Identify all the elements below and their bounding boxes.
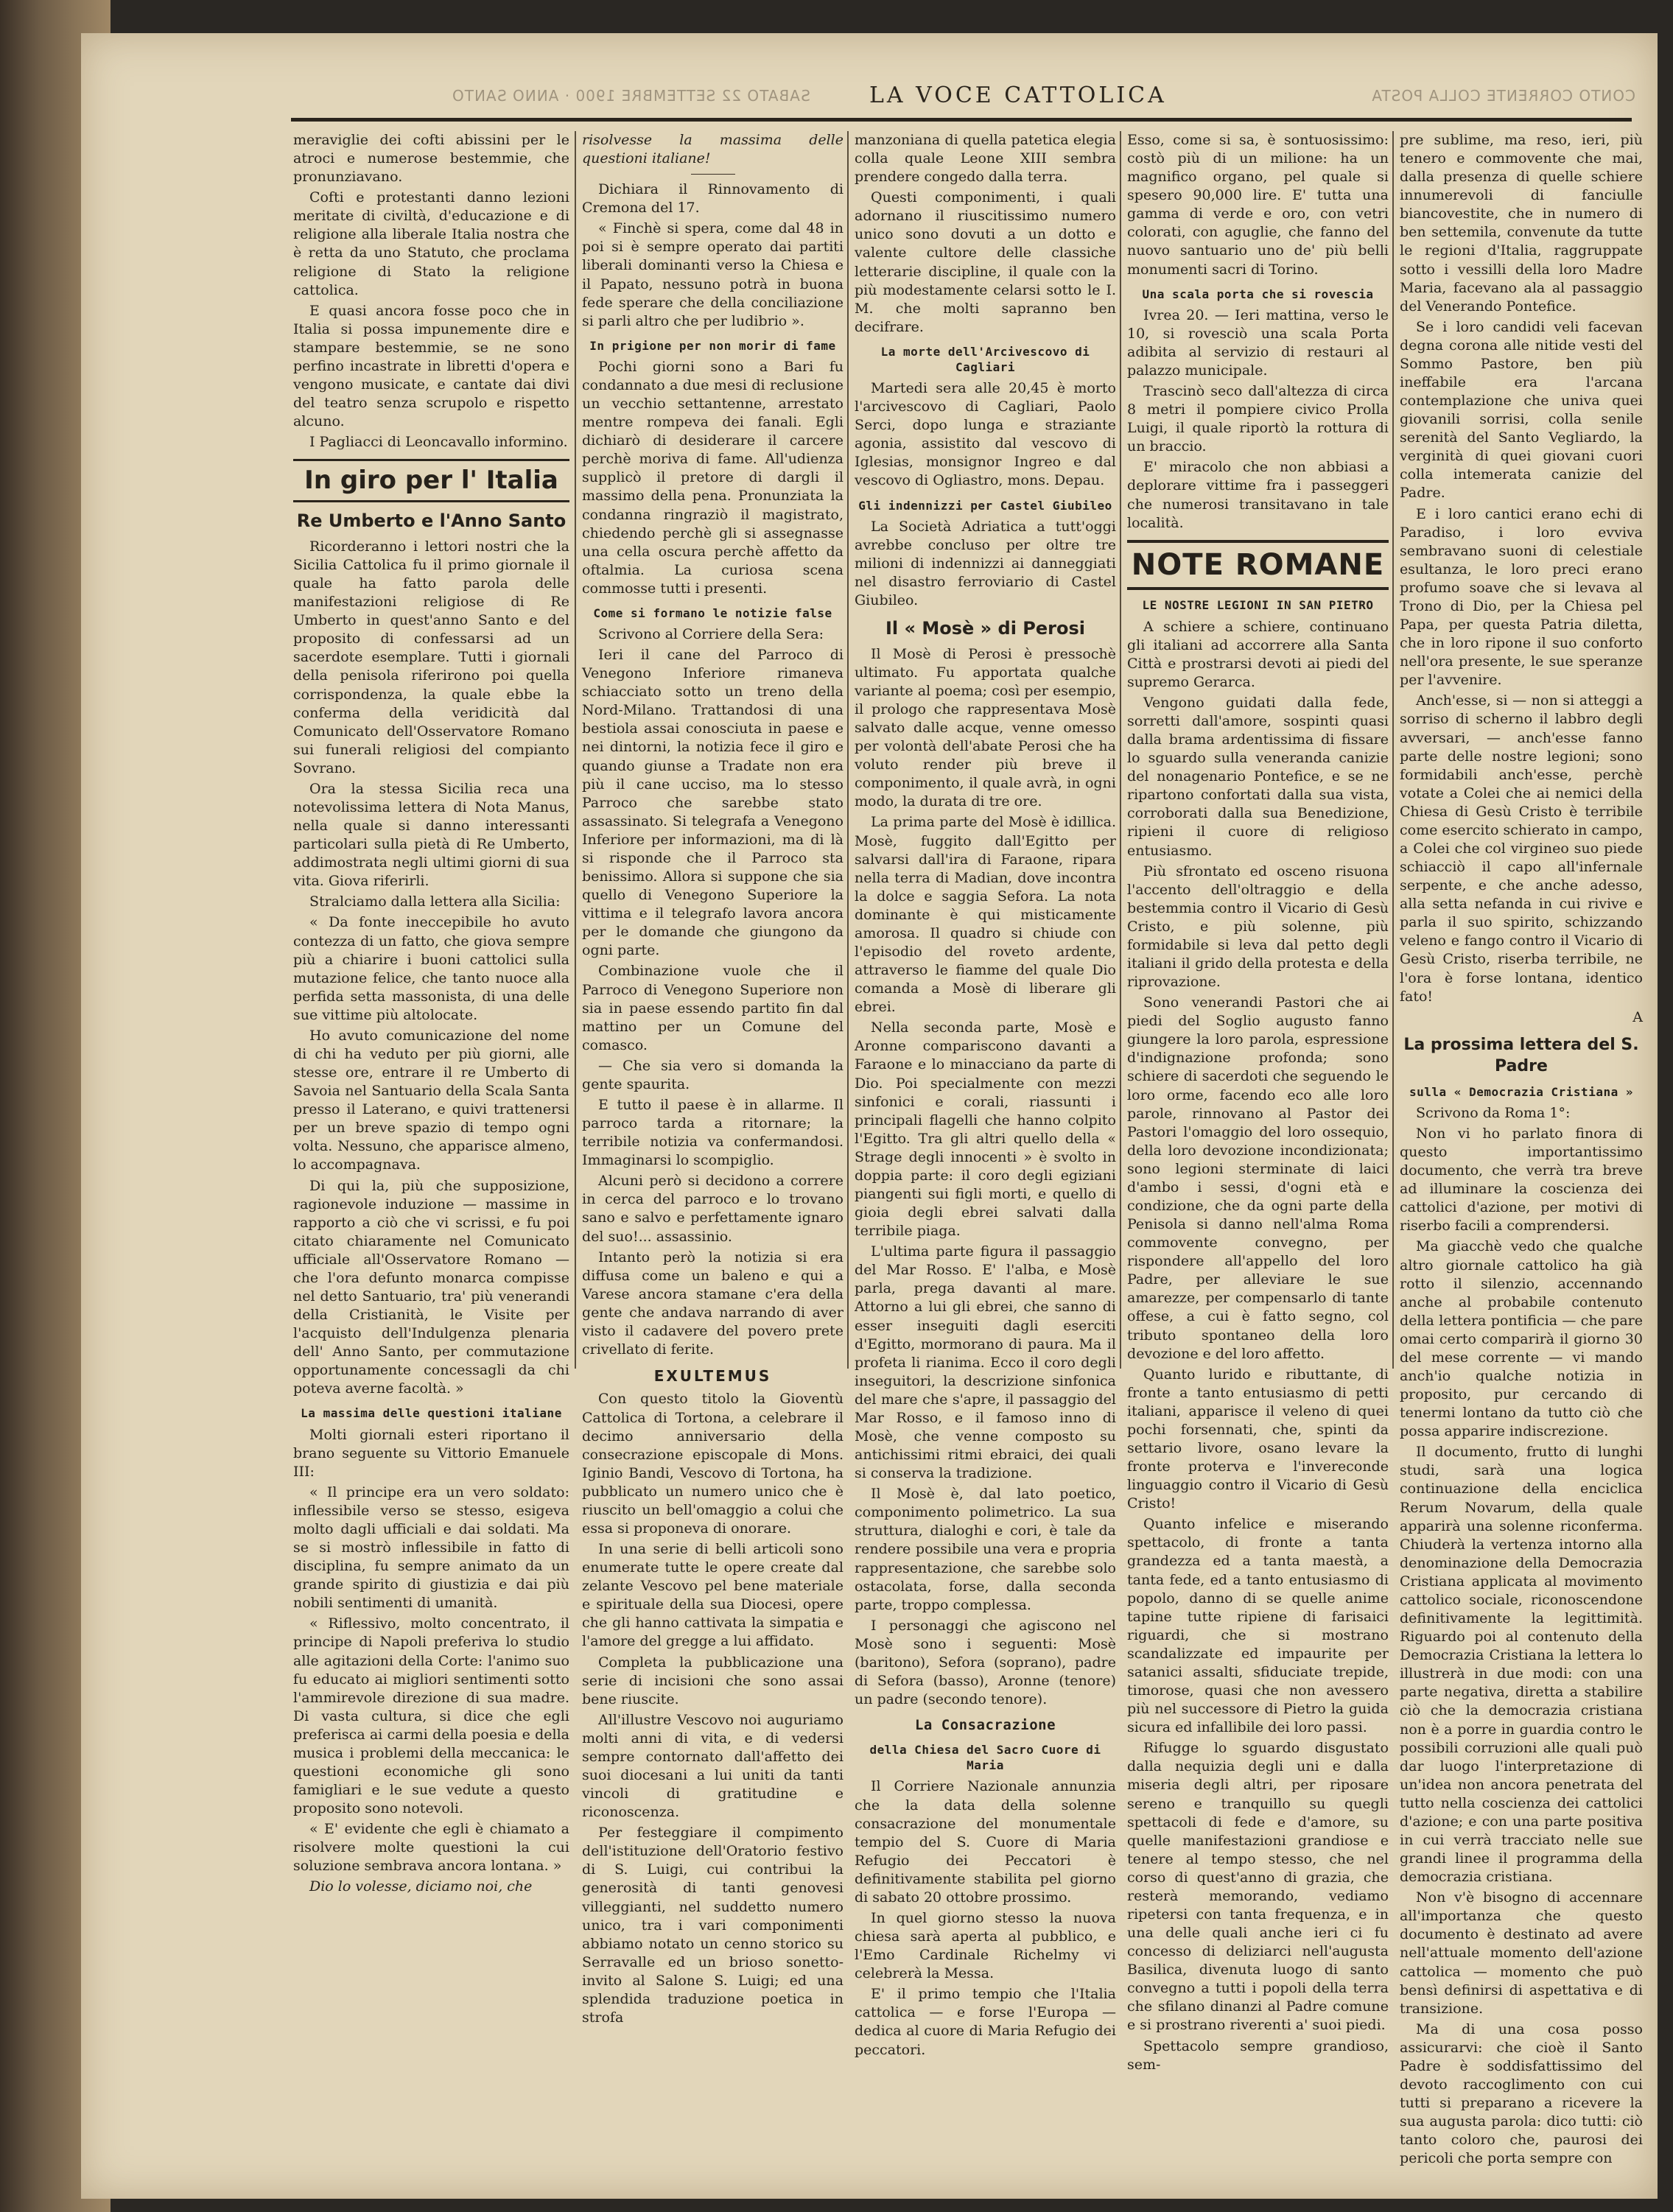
paragraph: Non v'è bisogno di accennare all'importanza che questo documento è destinato ad avere nell'attuale momento dell'azione cattolica — momento che può bensì definirsi di aspettativa e di transizione.: [1400, 1889, 1643, 2017]
paragraph: Ma di una cosa posso assicurarvi: che cioè il Santo Padre è soddisfattissimo del devoto raccoglimento con cui tutti si preparano a ricevere la sua augusta parola: dico tutti: ciò tanto coloro che, paurosi dei pericoli che porta sempre con: [1400, 2020, 1643, 2167]
paragraph: E' miracolo che non abbiasi a deplorare vittime fra i passeggeri che numerosi transitavano in tale località.: [1127, 459, 1389, 531]
section-heading-italia: In giro per l' Italia: [293, 459, 569, 502]
paragraph: Ho avuto comunicazione del nome di chi ha veduto per più giorni, alle stesse ore, entrare il re Umberto di Savoia nel Santuario della Scala Santa presso il Laterano, e quivi trattenersi per un breve spazio di tempo ogni volta. Nessuno, che apparisce almeno, lo accompagnava.: [293, 1027, 569, 1173]
paragraph: risolvesse la massima delle questioni italiane!: [582, 132, 843, 167]
column-3: [855, 131, 1116, 2058]
column-rule: [575, 131, 576, 1369]
article-heading: EXULTEMUS: [653, 1367, 772, 1386]
paragraph: L'ultima parte figura il passaggio del Mar Rosso. E' l'alba, e Mosè parla, prega davanti al mare. Attorno a lui gli ebrei, che sanno di esser inseguiti dagli eserciti d'Egitto, mormorano di paura. Ma il profeta li rianima. Ecco il coro degli inseguitori, la descrizione sinfonica del mare che s'apre, il passaggio del Mar Rosso, e il famoso inno di Mosè, che venne composto su antichissimi ritmi ebraici, dei quali si conserva la tradizione.: [855, 1243, 1116, 1482]
paragraph: Molti giornali esteri riportano il brano seguente su Vittorio Emanuele III:: [293, 1426, 569, 1480]
column-rule: [1392, 131, 1394, 1369]
paragraph: Quanto infelice e miserando spettacolo, di fronte a tanta grandezza ed a tanta maestà, a tanta fede, ed a tanto entusiasmo di popolo, danno di se quelle anime tapine tutte ripiene di farisaici riguardi, che si mostrano scandalizzate ed impaurite per satanici assalti, sfiduciate trepide, timorose, quasi che non avessero più nel successore di Pietro la guida sicura ed infallibile dei loro passi.: [1127, 1516, 1389, 1736]
paragraph: Cofti e protestanti danno lezioni meritate di civiltà, d'educazione e di religione alla liberale Italia nostra che è retta da uno Statuto, che proclama religione di Stato la religione cattolica.: [293, 189, 569, 298]
paragraph: Intanto però la notizia si era diffusa come un baleno e qui a Varese ancora stamane c'era della gente che andava narrando di aver visto il cadavere del povero prete crivellato di ferite.: [582, 1249, 843, 1358]
signature: A: [1632, 1008, 1643, 1025]
paragraph: La Società Adriatica a tutt'oggi avrebbe concluso per oltre tre milioni di indennizzi ai danneggiati nel disastro ferroviario di Castel Giubileo.: [855, 518, 1116, 608]
paragraph: Il Corriere Nazionale annunzia che la data della solenne consacrazione del monumentale tempio del S. Cuore di Maria Refugio dei Peccatori è definitivamente stabilita pel giorno di sabato 20 ottobre prossimo.: [855, 1778, 1116, 1906]
article-heading: La Consacrazione: [914, 1717, 1056, 1734]
paragraph: Il documento, frutto di lunghi studi, sarà una logica continuazione della enciclica Rerum Novarum, della quale apparirà una solenne riconferma. Chiuderà la vertenza intorno alla denominazione della Democrazia Cristiana applicata al movimento cattolico sociale, riconoscendone definitivamente la legittimità. Riguardo poi al contenuto della Democrazia Cristiana la lettera lo illustrerà in due modi: con una parte negativa, diretta a stabilire ciò che la democrazia cristiana non è a porre in guardia contro le possibili corruzioni alle quali può dar luogo l'interpretazione di un'idea non ancora penetrata del tutto nella coscienza dei cattolici d'azione; e con una parte positiva in cui verrà tracciato nelle sue grandi linee il programma della democrazia cristiana.: [1400, 1444, 1643, 1886]
paragraph: Di qui la, più che supposizione, ragionevole induzione — massime in rapporto a ciò che vi scrissi, e fu poi citato chiaramente nel Comunicato ufficiale all'Osservatore Romano — che l'ora defunto monarca compisse nel detto Santuario, tra' più venerandi della Cristianità, le Visite per l'acquisto dell'Indulgenza plenaria dell' Anno Santo, per commutazione opportunamente concessagli da chi poteva averne facoltà. »: [293, 1177, 569, 1397]
column-2: [582, 131, 843, 2026]
paragraph: Completa la pubblicazione una serie di incisioni che sono assai bene riuscite.: [582, 1654, 843, 1707]
paragraph: La prima parte del Mosè è idillica. Mosè, fuggito dall'Egitto per salvarsi dall'ira di Faraone, ripara nella terra di Madian, dove incontra la dolce e saggia Sefora. La nota dominante è qui misticamente amorosa. Il quadro si chiude con l'episodio del roveto ardente, attraverso le fiamme del quale Dio comanda a Mosè di liberare gli ebrei.: [855, 814, 1116, 1016]
paragraph: A schiere a schiere, continuano gli italiani ad accorrere alla Santa Città e prostrarsi devoti ai piedi del supremo Gerarca.: [1127, 618, 1389, 690]
section-heading-note-romane: NOTE ROMANE: [1127, 540, 1389, 591]
paragraph: I personaggi che agiscono nel Mosè sono i seguenti: Mosè (baritono), Sefora (soprano), padre di Sefora (basso), Aronne (tenore) un padre (secondo tenore).: [855, 1617, 1116, 1708]
paragraph: — Che sia vero si domanda la gente spaurita.: [582, 1057, 843, 1092]
paragraph: Trascinò seco dall'altezza di circa 8 metri il pompiere civico Prolla Luigi, il quale riportò la rottura di un braccio.: [1127, 383, 1389, 455]
article-heading: La morte dell'Arcivescovo di Cagliari: [880, 344, 1090, 374]
paragraph: Ieri il cane del Parroco di Venegono Inferiore rimaneva schiacciato sotto un treno della Nord-Milano. Trattandosi di una bestiola assai conosciuta in paese e nei dintorni, la notizia fece il giro e quando giunse a Tradate non era più il cane ucciso, ma lo stesso Parroco che sarebbe stato assassinato. Si telegrafa a Venegono Inferiore per informazioni, ma di là si risponde che il Parroco sta benissimo. Allora si suppone che sia quello di Venegono Superiore la vittima e il telegrafo lavora ancora per le domande che giungono da ogni parte.: [582, 647, 843, 959]
article-heading: Gli indennizzi per Castel Giubileo: [858, 498, 1112, 513]
paragraph: In quel giorno stesso la nuova chiesa sarà aperta al pubblico, e l'Emo Cardinale Richelmy vi celebrerà la Messa.: [855, 1910, 1116, 1982]
paragraph: Ma giacchè vedo che qualche altro giornale cattolico ha già rotto il silenzio, accennando anche al probabile contenuto della lettera pontificia — che pare omai certo comparirà il giorno 30 del mese corrente — vi mando anch'io qualche notizia in proposito, pur cercando di tenermi lontano da tutto ciò che possa apparire indiscrezione.: [1400, 1238, 1643, 1440]
paragraph: Ivrea 20. — Ieri mattina, verso le 10, si rovesciò una scala Porta adibita al servizio di restauri al palazzo municipale.: [1127, 306, 1389, 379]
paragraph: E' il primo tempio che l'Italia cattolica — e forse l'Europa — dedica al cuore di Maria Refugio dei peccatori.: [855, 1986, 1116, 2058]
paragraph: « Da fonte ineccepibile ho avuto contezza di un fatto, che giova sempre più a chiarire i buoni cattolici sulla mutazione felice, che tanto nuoce alla perfida setta massonista, di una delle sue vittime più altolocate.: [293, 914, 569, 1023]
paragraph: Stralciamo dalla lettera alla Sicilia:: [309, 893, 561, 910]
column-rule: [1120, 131, 1121, 1369]
paragraph: Anch'esse, si — non si atteggi a sorriso di scherno il labbro degli avversari, — anch'esse fanno parte delle nostre legioni; sono formidabili anch'esse, perchè votate a Colei che ai nemici della Chiesa di Gesù Cristo è terribile come esercito schierato in campo, a Colei che col virgineo suo piede schiacciò il capo all'infernale serpente, e che anche adesso, alla setta nefanda in cui rivive e parla il suo spirito, schizzando veleno e fango contro il Vicario di Gesù Cristo, riserba terribile, ne l'ora è forse lontana, identico fato!: [1400, 692, 1643, 1005]
article-heading: LE NOSTRE LEGIONI IN SAN PIETRO: [1142, 598, 1374, 613]
paragraph: Spettacolo sempre grandioso, sem-: [1127, 2037, 1389, 2073]
header-rule: [291, 118, 1632, 122]
paragraph: Quanto lurido e ributtante, di fronte a tanto entusiasmo di petti italiani, apparisce il veleno di quei pochi forsennati, che, spinti da settario livore, osano levare la fronte proterva e l'invereconde linguaggio contro il Vicario di Gesù Cristo!: [1127, 1366, 1389, 1512]
paragraph: pre sublime, ma reso, ieri, più tenero e commovente che mai, dalla presenza di quelle schiere innumerevoli di fanciulle biancovestite, che in numero di ben settemila, convenute da tutte le regioni d'Italia, raggruppate sotto i vessilli della loro Madre Maria, facevano ala al passaggio del Venerando Pontefice.: [1400, 132, 1643, 315]
paragraph: Scrivono al Corriere della Sera:: [598, 626, 824, 643]
paragraph: « E' evidente che egli è chiamato a risolvere molte questioni la cui soluzione sembrava ancora lontana. »: [293, 1821, 569, 1875]
column-4: [1127, 131, 1389, 2073]
paragraph: Pochi giorni sono a Bari fu condannato a due mesi di reclusione un vecchio settantenne, arrestato mentre rompeva dei fanali. Egli dichiarò di desiderare il carcere perchè moriva di fame. All'udienza supplicò il pretore di dargli il massimo della pena. Pronunziata la condanna ringraziò il magistrato, chiedendo perchè gli si assegnasse una cella oscura perchè affetto da oftalmia. La curiosa scena commosse tutti i presenti.: [582, 358, 843, 597]
paragraph: « Finchè si spera, come dal 48 in poi si è sempre operato dai partiti liberali dominanti verso la Chiesa e il Papato, nessuno potrà in buona fede sperare che della conciliazione si parli altro che per ludibrio ».: [582, 220, 843, 329]
paragraph: Con questo titolo la Gioventù Cattolica di Tortona, a celebrare il decimo anniversario della consecrazione episcopale di Mons. Iginio Bandi, Vescovo di Tortona, ha pubblicato un numero unico che è riuscito un bell'omaggio a colui che essa si proponeva di onorare.: [582, 1391, 843, 1537]
paragraph: All'illustre Vescovo noi auguriamo molti anni di vita, e di vedersi sempre contornato dall'affetto dei suoi diocesani a lui uniti da tanti vincoli di gratitudine e riconoscenza.: [582, 1711, 843, 1821]
article-heading: Come si formano le notizie false: [593, 605, 832, 620]
paragraph: Combinazione vuole che il Parroco di Venegono Superiore non sia in paese essendo partito fin dal mattino per un Comune del comasco.: [582, 963, 843, 1053]
paragraph: Questi componimenti, i quali adornano il riuscitissimo numero unico sono dovuti a un dotto e valente cultore delle classiche letterarie discipline, il quale con la più modestamente celarsi sotto le I. M. che molti sapranno ben decifrare.: [855, 189, 1116, 335]
article-heading: La massima delle questioni italiane: [301, 1406, 562, 1421]
paragraph: Dio lo volesse, diciamo noi, che: [309, 1878, 533, 1895]
newspaper-title: LA VOCE CATTOLICA: [869, 82, 1167, 108]
paragraph: Più sfrontato ed osceno risuona l'accento dell'oltraggio e della bestemmia contro il Vicario di Gesù Cristo, e più solenne, più formidabile si leva dal petto degli italiani il grido della protesta e della riprovazione.: [1127, 863, 1389, 991]
column-5: [1400, 131, 1643, 2167]
paragraph: In una serie di belli articoli sono enumerate tutte le opere create dal zelante Vescovo pel bene materiale e spirituale della sua Diocesi, opere che gli hanno cattivata la simpatia e l'amore del gregge a lui affidato.: [582, 1541, 843, 1650]
article-subheading: della Chiesa del Sacro Cuore di Maria: [869, 1743, 1101, 1773]
paragraph: Rifugge lo sguardo disgustato dalla nequizia degli uni e dalla miseria degli altri, per riposare sereno e tranquillo su quegli spettacoli di fede e d'amore, su quelle manifestazioni grandiose e tenere al tempo stesso, che nel corso di quest'anno di grazia, che resterà memorando, vediamo ripetersi con tanta frequenza, e in una delle quali anche ieri ci fu concesso di deliziarci nell'augusta Basilica, divenuta luogo di santo convegno a tutti i popoli della terra che sfilano dinanzi al Padre comune e si prostrano riverenti a' suoi piedi.: [1127, 1740, 1389, 2034]
paragraph: Per festeggiare il compimento dell'istituzione dell'Oratorio festivo di S. Luigi, cui contribui la generosità di tanti genovesi villeggianti, nel suddetto numero unico, tra i vari componimenti abbiamo notato un cenno storico su Serravalle ed un brioso sonetto-invito al Salone S. Luigi; ed una splendida traduzione poetica in strofa: [582, 1825, 843, 2026]
paragraph: E i loro cantici erano echi di Paradiso, i loro evviva sembravano suoni di celestiale esultanza, le loro preci erano profumo soave che si levava al Trono di Dio, per la Chiesa pel Papa, per questa Patria diletta, che in loro ripone il suo conforto nell'ora presente, le sue speranze per l'avvenire.: [1400, 505, 1643, 689]
paragraph: Nella seconda parte, Mosè e Aronne compariscono davanti a Faraone e lo minacciano da parte di Dio. Poi specialmente con mezzi sinfonici e corali, riassunti i principali flagelli che hanno colpito l'Egitto. Tra gli altri quello della « Strage degli innocenti » è svolto in doppia parte: il coro degli egiziani piangenti sui figli morti, e quello di gioia degli ebrei salvati dalla terribile piaga.: [855, 1019, 1116, 1240]
article-heading: In prigione per non morir di fame: [589, 338, 836, 353]
paragraph: Ricorderanno i lettori nostri che la Sicilia Cattolica fu il primo giornale il quale ha fatto parola delle manifestazioni religiose di Re Umberto in quest'anno Santo e del proposito di confessarsi ad un sacerdote esemplare. Tutti i giornali della penisola riferirono poi quella corrispondenza, la quale ebbe la conferma della veridicità dal Comunicato dell'Osservatore Romano sui funerali religiosi del compianto Sovrano.: [293, 538, 569, 776]
paragraph: I Pagliacci di Leoncavallo informino.: [309, 434, 568, 451]
column-1: [293, 131, 569, 1895]
paragraph: Alcuni però si decidono a correre in cerca del parroco e lo trovano sano e salvo e perfettamente ignaro del suo!... assassinio.: [582, 1173, 843, 1245]
paragraph: Se i loro candidi veli facevan degna corona alle nitide vesti del Sommo Pastore, ben più ineffabile era l'arcana contemplazione che univa quei giovanili sorrisi, colla senile serenità del Santo Vegliardo, la verginità di quei giovani cuori colla intemerata canizie del Padre.: [1400, 318, 1643, 502]
paragraph: Dichiara il Rinnovamento di Cremona del 17.: [582, 181, 843, 217]
paragraph: Ora la stessa Sicilia reca una notevolissima lettera di Nota Manus, nella quale si danno interessanti particolari sulla pietà di Re Umberto, addimostrata negli ultimi giorni di sua vita. Giova riferirli.: [293, 780, 569, 890]
paragraph: E quasi ancora fosse poco che in Italia si possa impunemente dire e stampare bestemmie, se ne sono perfino incastrate in libretti d'opera e vengono musicate, e cantate dai divi del teatro senza scrupolo e rispetto alcuno.: [293, 302, 569, 430]
paragraph: manzoniana di quella patetica elegia colla quale Leone XIII sembra prendere congedo dalla terra.: [855, 132, 1116, 186]
paragraph: E tutto il paese è in allarme. Il parroco tarda a ritornare; la terribile notizia va confermandosi. Immaginarsi lo scompiglio.: [582, 1096, 843, 1169]
separator: [691, 174, 735, 175]
article-heading: Il « Mosè » di Perosi: [885, 618, 1085, 639]
article-heading: Re Umberto e l'Anno Santo: [296, 510, 567, 532]
masthead-ghost-left: SABATO 22 SETTEMBRE 1900 · ANNO SANTO: [452, 87, 810, 105]
masthead-ghost-right: CONTO CORRENTE COLLA POSTA: [1371, 87, 1635, 105]
paragraph: meraviglie dei cofti abissini per le atroci e numerose bestemmie, che pronunziavano.: [293, 132, 569, 186]
article-heading: Una scala porta che si rovescia: [1142, 287, 1374, 301]
paragraph: Il Mosè di Perosi è pressochè ultimato. Fu apportata qualche variante al poema; così per esempio, il prologo che rappresentava Mosè salvato dalle acque, venne omesso per volontà dell'abate Perosi che ha voluto render più breve il componimento, il quale avrà, in ogni modo, la durata di tre ore.: [855, 645, 1116, 810]
article-heading: La prossima lettera del S. Padre: [1403, 1035, 1639, 1075]
masthead: [221, 82, 1635, 112]
paragraph: Sono venerandi Pastori che ai piedi del Soglio augusto fanno giungere la loro parola, espressione d'indignazione profonda; sono schiere di sacerdoti che seguendo le loro orme, facendo eco alle loro parole, rinnovano al Pastor dei Pastori l'omaggio del loro ossequio, della loro devozione incondizionata; sono legioni sterminate di laici d'ambo i sessi, d'ogni età e condizione, che da ogni parte della Penisola si danno nell'alma Roma commovente convegno, per rispondere all'appello del loro Padre, per alleviare le sue amarezze, per compensarlo di tante offese, a cui è fatto segno, col tributo spontaneo della loro devozione e del loro affetto.: [1127, 994, 1389, 1362]
column-rule: [847, 131, 849, 1369]
paragraph: « Riflessivo, molto concentrato, il principe di Napoli preferiva lo studio alle agitazioni della Corte: l'animo suo fu educato ai migliori sentimenti sotto l'ammirevole direzione di sua madre. Di vasta cultura, si dice che egli preferisca ai carmi della poesia e della musica i problemi della meccanica: le questioni economiche gli sono famigliari e le sue vedute a questo proposito sono notevoli.: [293, 1615, 569, 1817]
paragraph: Esso, come si sa, è sontuosissimo: costò più di un milione: ha un magnifico organo, pel quale si spesero 90,000 lire. E' tutta una gamma di verde e oro, con vetri colorati, con aguglie, che fanno del nuovo santuario uno de' più belli monumenti sacri di Torino.: [1127, 132, 1389, 278]
paragraph: « Il principe era un vero soldato: inflessibile verso se stesso, esigeva molto dagli ufficiali e dai soldati. Ma se si mostrò inflessibile in fatto di disciplina, fu sempre animato da un grande spirito di giustizia e dai più nobili sentimenti di umanità.: [293, 1484, 569, 1612]
paragraph: Il Mosè è, dal lato poetico, componimento polimetrico. La sua struttura, dialoghi e cori, è tale da rendere possibile una vera e propria rappresentazione, che sarebbe solo ostacolata, forse, dalla seconda parte, troppo complessa.: [855, 1486, 1116, 1613]
paragraph: Scrivono da Roma 1°:: [1416, 1104, 1571, 1121]
paragraph: Non vi ho parlato finora di questo importantissimo documento, che verrà tra breve ad illuminare la coscienza dei cattolici d'azione, per motivi di riserbo facili a comprendersi.: [1400, 1126, 1643, 1235]
paragraph: Vengono guidati dalla fede, sorretti dall'amore, sospinti quasi dalla brama ardentissima di fissare lo sguardo sulla veneranda canizie del nonagenario Pontefice, e se ne ripartono confortati dalla sua vista, corroborati dalla sua Benedizione, ripieni il cuore di religioso entusiasmo.: [1127, 694, 1389, 859]
paragraph: Martedi sera alle 20,45 è morto l'arcivescovo di Cagliari, Paolo Serci, dopo lunga e straziante agonia, assistito dal vescovo di Iglesias, monsignor Ingreo e dal vescovo di Ogliastro, mons. Depau.: [855, 380, 1116, 489]
article-subheading: sulla « Democrazia Cristiana »: [1409, 1084, 1633, 1099]
